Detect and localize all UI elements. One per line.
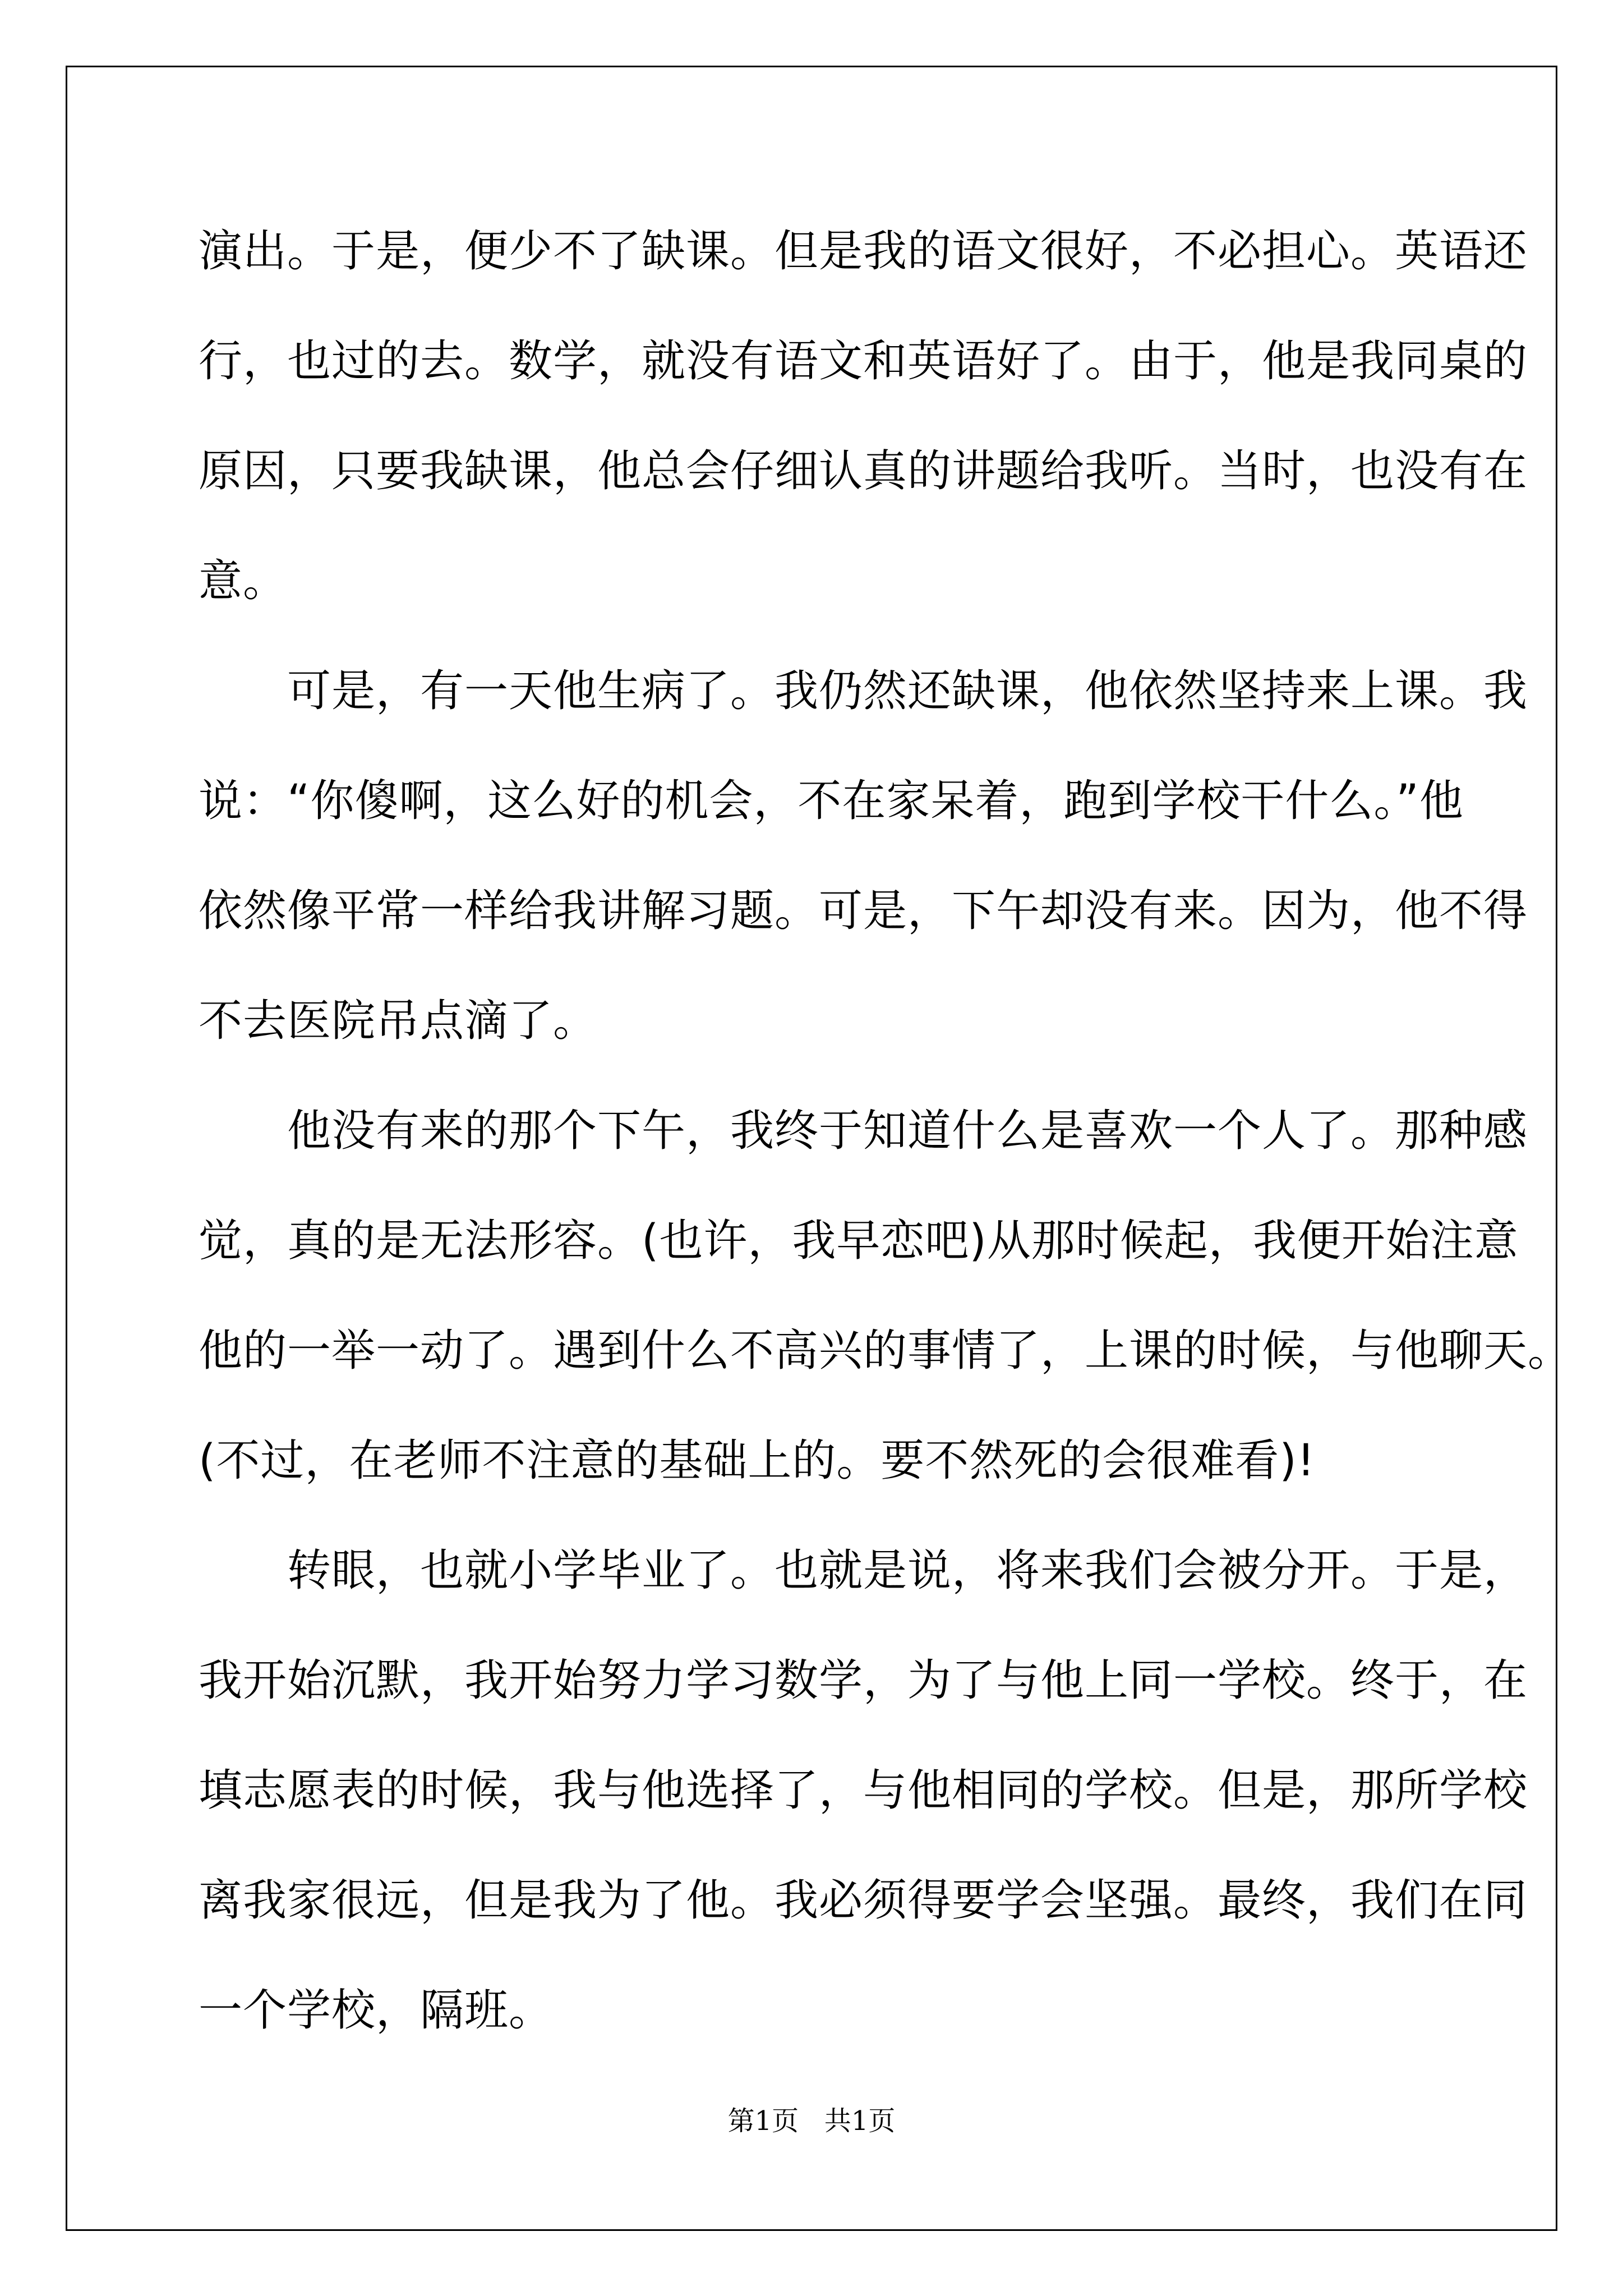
text-line-1: 演出。于是，便少不了缺课。但是我的语文很好，不必担心。英语还 [199, 226, 1528, 277]
text-line-7: 依然像平常一样给我讲解习题。可是，下午却没有来。因为，他不得 [199, 886, 1528, 936]
text-line-13: 转眼，也就小学毕业了。也就是说，将来我们会被分开。于是， [199, 1545, 1528, 1596]
text-line-10: 觉，真的是无法形容。(也许，我早恋吧)从那时候起，我便开始注意 [199, 1216, 1519, 1266]
text-line-16: 离我家很远，但是我为了他。我必须得要学会坚强。最终，我们在同 [199, 1875, 1528, 1926]
text-line-5: 可是，有一天他生病了。我仍然还缺课，他依然坚持来上课。我 [199, 666, 1528, 716]
text-line-4: 意。 [199, 556, 288, 606]
text-line-2: 行，也过的去。数学，就没有语文和英语好了。由于，他是我同桌的 [199, 336, 1528, 386]
text-line-11: 他的一举一动了。遇到什么不高兴的事情了，上课的时候，与他聊天。 [199, 1326, 1573, 1376]
text-line-12: (不过，在老师不注意的基础上的。要不然死的会很难看)! [199, 1435, 1316, 1486]
page-footer: 第1页 共1页 [727, 2105, 896, 2137]
text-line-3: 原因，只要我缺课，他总会仔细认真的讲题给我听。当时，也没有在 [199, 446, 1528, 496]
text-line-8: 不去医院吊点滴了。 [199, 996, 598, 1046]
text-line-6: 说：“你傻啊，这么好的机会，不在家呆着，跑到学校干什么。”他 [199, 776, 1464, 826]
text-line-9: 他没有来的那个下午，我终于知道什么是喜欢一个人了。那种感 [199, 1106, 1528, 1156]
text-line-15: 填志愿表的时候，我与他选择了，与他相同的学校。但是，那所学校 [199, 1765, 1528, 1816]
text-line-17: 一个学校，隔班。 [199, 1985, 554, 2036]
document-body [199, 196, 1573, 2065]
text-line-14: 我开始沉默，我开始努力学习数学，为了与他上同一学校。终于，在 [199, 1655, 1528, 1706]
